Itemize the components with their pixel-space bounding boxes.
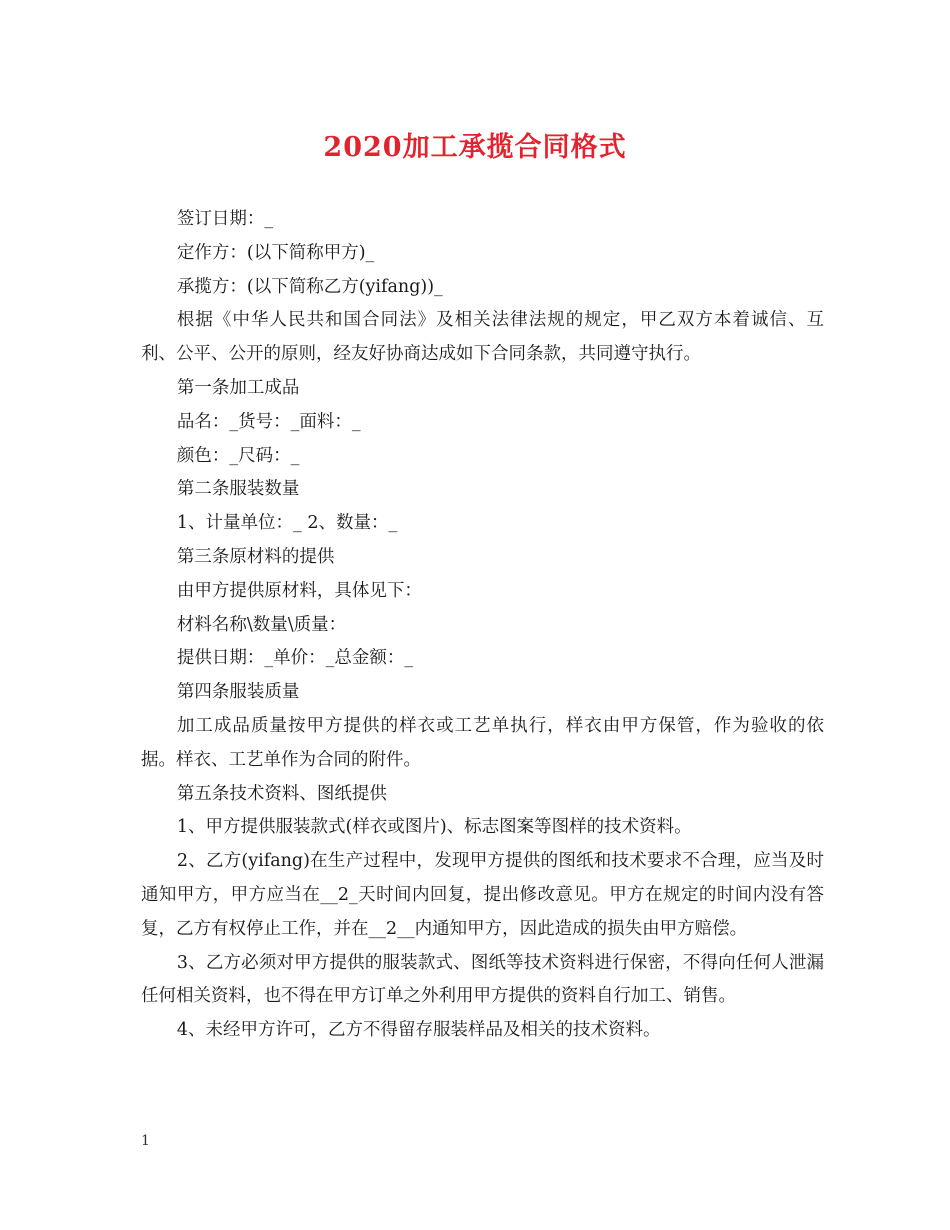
quality-paragraph: 加工成品质量按甲方提供的样衣或工艺单执行，样衣由甲方保管，作为验收的依据。样衣、工艺单作为合同的附件。 — [141, 715, 824, 770]
clause-5-3-paragraph: 3、乙方必须对甲方提供的服装款式、图纸等技术资料进行保密，不得向任何人泄漏任何相关资料，也不得在甲方订单之外利用甲方提供的资料自行加工、销售。 — [141, 952, 824, 1007]
product-info-line: 品名：_货号：_面料：_ — [176, 411, 361, 432]
party-b-line: 承揽方：(以下简称乙方(yifang))_ — [176, 276, 443, 297]
materials-intro-line: 由甲方提供原材料，具体见下： — [176, 580, 422, 601]
signing-date-line: 签订日期：_ — [176, 209, 274, 229]
supply-date-line: 提供日期：_单价：_总金额：_ — [176, 648, 414, 669]
clause-5-1-paragraph: 1、甲方提供服装款式(样衣或图片)、标志图案等图样的技术资料。 — [176, 817, 692, 838]
document-body — [141, 203, 824, 1048]
page-number: 1 — [141, 1133, 150, 1149]
clause-5-4-paragraph: 4、未经甲方许可，乙方不得留存服装样品及相关的技术资料。 — [176, 1020, 661, 1041]
article-2-heading: 第二条服装数量 — [176, 479, 300, 500]
clause-5-2-paragraph: 2、乙方(yifang)在生产过程中，发现甲方提供的图纸和技术要求不合理，应当及时通知甲方，甲方应当在__2_天时间内回复，提出修改意见。甲方在规定的时间内没有答复，乙方有权停止工作，并在__2__内通知甲方，因此造成的损失由甲方赔偿。 — [141, 851, 824, 939]
article-1-heading: 第一条加工成品 — [176, 377, 300, 398]
preamble-paragraph: 根据《中华人民共和国合同法》及相关法律法规的规定，甲乙双方本着诚信、互利、公平、公开的原则，经友好协商达成如下合同条款，共同遵守执行。 — [141, 310, 824, 365]
document-title: 2020加工承揽合同格式 — [323, 132, 627, 163]
article-3-heading: 第三条原材料的提供 — [176, 546, 335, 567]
article-5-heading: 第五条技术资料、图纸提供 — [176, 783, 387, 804]
materials-name-line: 材料名称\数量\质量： — [176, 614, 347, 635]
color-size-line: 颜色：_尺码：_ — [176, 445, 300, 466]
party-a-line: 定作方：(以下简称甲方)_ — [176, 242, 375, 263]
article-4-heading: 第四条服装质量 — [176, 682, 300, 703]
quantity-line: 1、计量单位：_ 2、数量：_ — [176, 513, 398, 534]
